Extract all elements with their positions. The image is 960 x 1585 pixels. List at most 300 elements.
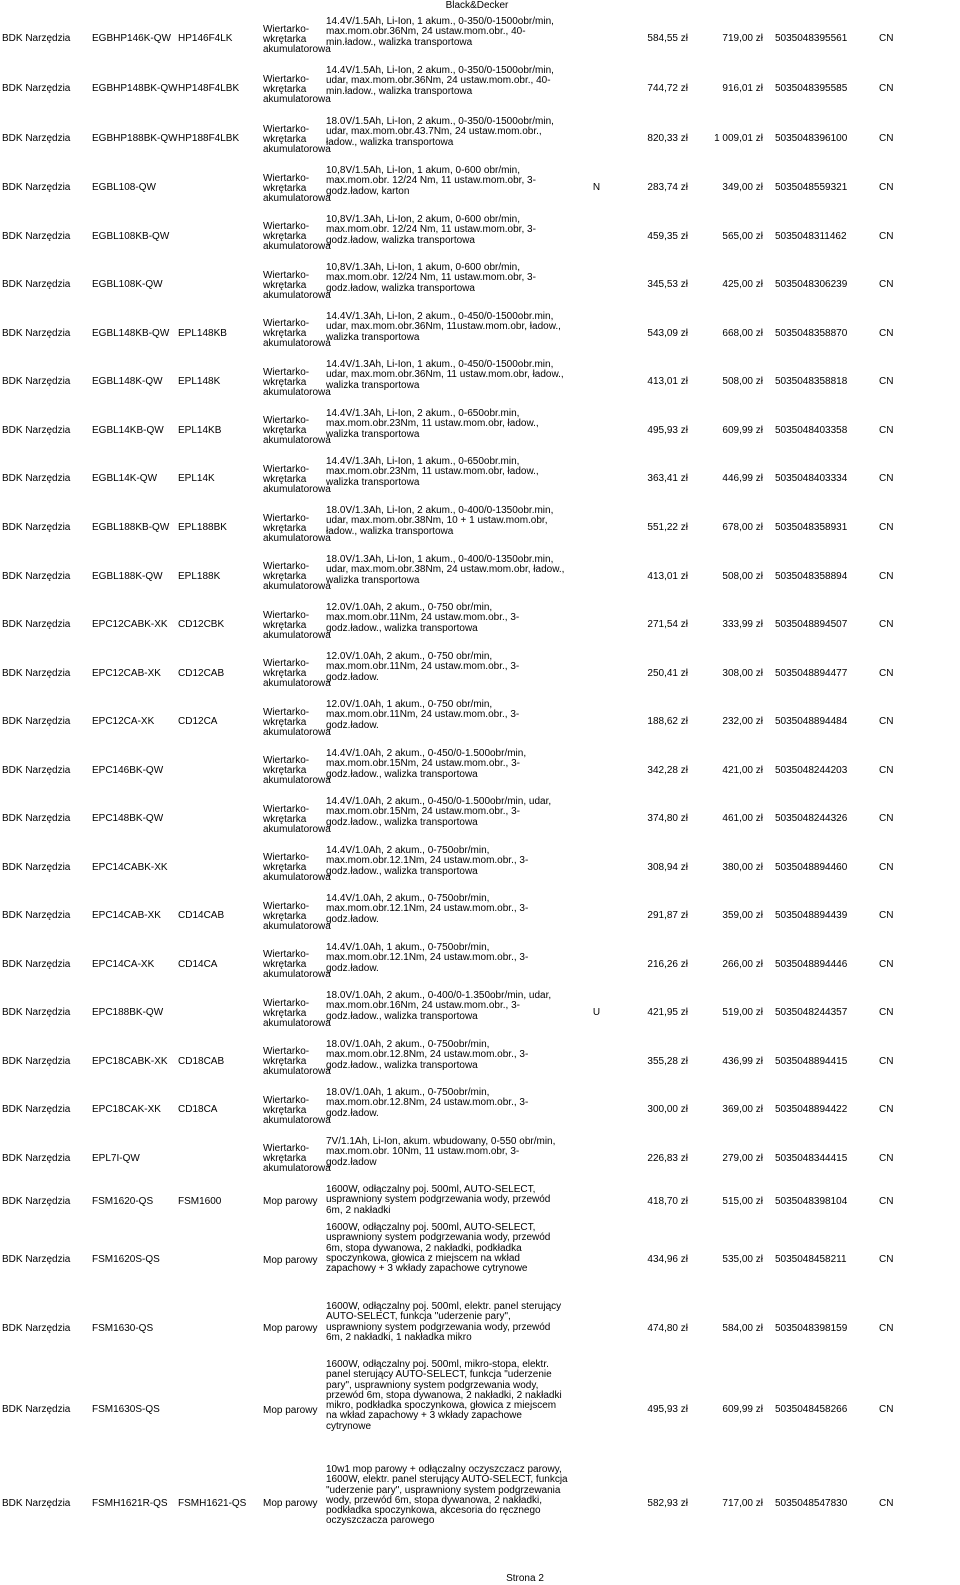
model-cell xyxy=(176,795,261,844)
status-cell xyxy=(568,455,623,504)
table-row xyxy=(0,213,956,261)
description-cell: 10,8V/1.5Ah, Li-Ion, 1 akum, 0-600 obr/min, max.mom.obr. 12/24 Nm, 11 ustaw.mom.obr, 3-godz.ładow, karton xyxy=(326,165,536,197)
model-cell: CD12CAB xyxy=(178,667,225,679)
net-price-cell: 300,00 zł xyxy=(647,1104,688,1116)
model-cell xyxy=(176,1221,261,1300)
product-code-cell: EPC146BK-QW xyxy=(92,764,164,776)
brand-cell: BDK Narzędzia xyxy=(2,570,71,582)
table-row xyxy=(0,650,956,698)
model-cell: HP188F4LBK xyxy=(178,133,240,145)
table-row xyxy=(0,64,956,115)
brand-cell: BDK Narzędzia xyxy=(2,813,71,825)
page-number: Strona 2 xyxy=(506,1573,544,1584)
gross-price-cell: 535,00 zł xyxy=(722,1254,763,1266)
table-row xyxy=(0,844,956,892)
status-cell xyxy=(568,1358,623,1463)
product-code-cell: EGBL108KB-QW xyxy=(92,230,170,242)
description-cell: 1600W, odłączalny poj. 500ml, AUTO-SELECT, usprawniony system podgrzewania wody, przewód 6m, stopa dywanowa, 2 nakładki, podkładka spoczynkowa, głowica z miejscem na wkład zapachowy + 3 wkłady zapachowe cytrynowe xyxy=(326,1222,551,1275)
brand-cell: BDK Narzędzia xyxy=(2,910,71,922)
ean-code-cell: 5035048894477 xyxy=(775,667,848,679)
description-cell: 18.0V/1.3Ah, Li-Ion, 2 akum., 0-400/0-1350obr.min, udar, max.mom.obr.38Nm, 10 + 1 ustaw.mom.obr, ładow., walizka transportowa xyxy=(326,505,554,537)
ean-code-cell: 5035048458266 xyxy=(775,1404,848,1416)
origin-cell: CN xyxy=(879,279,894,291)
gross-price-cell: 668,00 zł xyxy=(722,327,763,339)
net-price-cell: 250,41 zł xyxy=(647,667,688,679)
origin-cell: CN xyxy=(879,522,894,534)
status-cell xyxy=(568,504,623,553)
net-price-cell: 291,87 zł xyxy=(647,910,688,922)
net-price-cell: 308,94 zł xyxy=(647,861,688,873)
origin-cell: CN xyxy=(879,230,894,242)
net-price-cell: 355,28 zł xyxy=(647,1055,688,1067)
ean-code-cell: 5035048311462 xyxy=(775,230,847,242)
ean-code-cell: 5035048403358 xyxy=(775,424,848,436)
model-cell xyxy=(176,1135,261,1183)
ean-code-cell: 5035048894422 xyxy=(775,1104,848,1116)
brand-cell: BDK Narzędzia xyxy=(2,133,71,145)
gross-price-cell: 349,00 zł xyxy=(722,182,763,194)
brand-cell: BDK Narzędzia xyxy=(2,1497,71,1509)
net-price-cell: 495,93 zł xyxy=(647,1404,688,1416)
brand-cell: BDK Narzędzia xyxy=(2,1055,71,1067)
status-cell xyxy=(568,213,623,261)
origin-cell: CN xyxy=(879,910,894,922)
origin-cell: CN xyxy=(879,133,894,145)
gross-price-cell: 232,00 zł xyxy=(722,716,763,728)
net-price-cell: 216,26 zł xyxy=(647,958,688,970)
status-cell xyxy=(568,1221,623,1300)
status-cell xyxy=(568,698,623,747)
gross-price-cell: 333,99 zł xyxy=(722,619,763,631)
status-cell xyxy=(568,892,623,941)
origin-cell: CN xyxy=(879,327,894,339)
ean-code-cell: 5035048894446 xyxy=(775,958,848,970)
gross-price-cell: 609,99 zł xyxy=(722,1404,763,1416)
net-price-cell: 374,80 zł xyxy=(647,813,688,825)
status-cell xyxy=(568,553,623,601)
ean-code-cell: 5035048894415 xyxy=(775,1055,848,1067)
table-row xyxy=(0,989,956,1038)
brand-cell: BDK Narzędzia xyxy=(2,861,71,873)
gross-price-cell: 1 009,01 zł xyxy=(714,133,763,145)
model-cell xyxy=(176,1358,261,1463)
net-price-cell: 363,41 zł xyxy=(647,473,688,485)
net-price-cell: 271,54 zł xyxy=(647,619,688,631)
description-cell: 14.4V/1.0Ah, 2 akum., 0-750obr/min, max.mom.obr.12.1Nm, 24 ustaw.mom.obr., 3-godz.ładow., walizka transportowa xyxy=(326,845,529,877)
brand-cell: BDK Narzędzia xyxy=(2,1404,71,1416)
gross-price-cell: 508,00 zł xyxy=(722,570,763,582)
ean-code-cell: 5035048547830 xyxy=(775,1497,848,1509)
product-code-cell: EGBL108-QW xyxy=(92,182,156,194)
product-type-cell: Wiertarko-wkrętarka akumulatorowa xyxy=(263,1094,331,1126)
ean-code-cell: 5035048306239 xyxy=(775,279,848,291)
net-price-cell: 345,53 zł xyxy=(647,279,688,291)
net-price-cell: 543,09 zł xyxy=(647,327,688,339)
model-cell: HP148F4LBK xyxy=(178,83,240,95)
gross-price-cell: 519,00 zł xyxy=(722,1007,763,1019)
gross-price-cell: 380,00 zł xyxy=(722,861,763,873)
description-cell: 18.0V/1.0Ah, 2 akum., 0-750obr/min, max.mom.obr.12.8Nm, 24 ustaw.mom.obr., 3-godz.ładow., walizka transportowa xyxy=(326,1039,529,1071)
product-code-cell: FSM1620-QS xyxy=(92,1195,154,1207)
model-cell: CD18CAB xyxy=(178,1055,225,1067)
product-code-cell: EPC18CAK-XK xyxy=(92,1104,161,1116)
description-cell: 12.0V/1.0Ah, 1 akum., 0-750 obr/min, max.mom.obr.11Nm, 24 ustaw.mom.obr., 3-godz.ładow. xyxy=(326,699,520,731)
model-cell: CD12CA xyxy=(178,716,218,728)
origin-cell: CN xyxy=(879,1322,894,1334)
description-cell: 14.4V/1.3Ah, Li-Ion, 1 akum., 0-450/0-1500obr.min, udar, max.mom.obr.36Nm, 11 ustaw.mom.obr, ładow., walizka transportowa xyxy=(326,359,564,391)
table-row xyxy=(0,164,956,213)
description-cell: 14.4V/1.0Ah, 2 akum., 0-450/0-1.500obr/min, udar, max.mom.obr.15Nm, 24 ustaw.mom.obr., 3-godz.ładow., walizka transportowa xyxy=(326,796,552,828)
model-cell: EPL188K xyxy=(178,570,221,582)
origin-cell: CN xyxy=(879,1007,894,1019)
product-type-cell: Mop parowy xyxy=(263,1498,318,1509)
origin-cell: CN xyxy=(879,1254,894,1266)
product-type-cell: Wiertarko-wkrętarka akumulatorowa xyxy=(263,1143,331,1174)
product-type-cell: Wiertarko-wkrętarka akumulatorowa xyxy=(263,172,331,204)
ean-code-cell: 5035048358870 xyxy=(775,327,848,339)
gross-price-cell: 279,00 zł xyxy=(722,1152,763,1164)
status-cell xyxy=(568,601,623,650)
table-row xyxy=(0,310,956,358)
status-cell xyxy=(568,1183,623,1221)
origin-cell: CN xyxy=(879,667,894,679)
ean-code-cell: 5035048894439 xyxy=(775,910,848,922)
status-cell xyxy=(568,358,623,407)
description-cell: 18.0V/1.5Ah, Li-Ion, 2 akum., 0-350/0-1500obr/min, udar, max.mom.obr.43.7Nm, 24 ustaw.mom.obr., ładow., walizka transportowa xyxy=(326,116,554,148)
model-cell: EPL188BK xyxy=(178,522,227,534)
status-cell xyxy=(568,1300,623,1358)
table-row xyxy=(0,407,956,455)
product-type-cell: Wiertarko-wkrętarka akumulatorowa xyxy=(263,852,331,883)
product-type-cell: Mop parowy xyxy=(263,1196,318,1207)
brand-cell: BDK Narzędzia xyxy=(2,182,71,194)
product-code-cell: EGBL14K-QW xyxy=(92,473,158,485)
net-price-cell: 495,93 zł xyxy=(647,424,688,436)
product-type-cell: Mop parowy xyxy=(263,1404,318,1416)
status-cell xyxy=(568,15,623,64)
brand-cell: BDK Narzędzia xyxy=(2,33,71,45)
brand-cell: BDK Narzędzia xyxy=(2,424,71,436)
brand-cell: BDK Narzędzia xyxy=(2,1254,71,1266)
product-code-cell: EPC12CA-XK xyxy=(92,716,155,728)
model-cell xyxy=(176,213,261,261)
brand-cell: BDK Narzędzia xyxy=(2,1007,71,1019)
model-cell: CD18CA xyxy=(178,1104,218,1116)
ean-code-cell: 5035048398104 xyxy=(775,1195,848,1207)
origin-cell: CN xyxy=(879,376,894,388)
product-type-cell: Mop parowy xyxy=(263,1254,318,1266)
table-row xyxy=(0,358,956,407)
ean-code-cell: 5035048244203 xyxy=(775,764,848,776)
product-code-cell: EPC148BK-QW xyxy=(92,813,164,825)
brand-cell: BDK Narzędzia xyxy=(2,1104,71,1116)
origin-cell: CN xyxy=(879,1104,894,1116)
product-type-cell: Wiertarko-wkrętarka akumulatorowa xyxy=(263,318,331,349)
gross-price-cell: 308,00 zł xyxy=(722,667,763,679)
brand-cell: BDK Narzędzia xyxy=(2,473,71,485)
product-code-cell: FSM1630-QS xyxy=(92,1322,154,1334)
gross-price-cell: 916,01 zł xyxy=(722,83,763,95)
ean-code-cell: 5035048358818 xyxy=(775,376,848,388)
table-row xyxy=(0,698,956,747)
table-row xyxy=(0,1038,956,1086)
product-type-cell: Wiertarko-wkrętarka akumulatorowa xyxy=(263,269,331,301)
product-code-cell: FSM1630S-QS xyxy=(92,1404,160,1416)
origin-cell: CN xyxy=(879,424,894,436)
brand-cell: BDK Narzędzia xyxy=(2,327,71,339)
product-type-cell: Wiertarko-wkrętarka akumulatorowa xyxy=(263,512,331,544)
ean-code-cell: 5035048244326 xyxy=(775,813,848,825)
table-row xyxy=(0,1463,956,1545)
product-type-cell: Wiertarko-wkrętarka akumulatorowa xyxy=(263,997,331,1029)
gross-price-cell: 446,99 zł xyxy=(722,473,763,485)
description-cell: 10,8V/1.3Ah, Li-Ion, 2 akum, 0-600 obr/min, max.mom.obr. 12/24 Nm, 11 ustaw.mom.obr, 3-godz.ładow, walizka transportowa xyxy=(326,214,536,246)
net-price-cell: 551,22 zł xyxy=(647,522,688,534)
status-cell xyxy=(568,261,623,310)
origin-cell: CN xyxy=(879,33,894,45)
gross-price-cell: 584,00 zł xyxy=(722,1322,763,1334)
brand-cell: BDK Narzędzia xyxy=(2,83,71,95)
ean-code-cell: 5035048395561 xyxy=(775,33,848,45)
ean-code-cell: 5035048344415 xyxy=(775,1152,848,1164)
product-code-cell: EPC188BK-QW xyxy=(92,1007,164,1019)
description-cell: 10w1 mop parowy + odłączalny oczyszczacz parowy, 1600W, elektr. panel sterujący AUTO-SELECT, funkcja "uderzenie pary", usprawniony system podgrzewania wody, przewód 6m, stopa dywanowa, 2 nakładki, podkładka spoczynkowa, akcesoria do ręcznego oczyszczacza parowego xyxy=(326,1464,568,1527)
gross-price-cell: 425,00 zł xyxy=(722,279,763,291)
brand-cell: BDK Narzędzia xyxy=(2,958,71,970)
table-row xyxy=(0,892,956,941)
net-price-cell: 188,62 zł xyxy=(647,716,688,728)
table-row xyxy=(0,1086,956,1135)
table-row xyxy=(0,601,956,650)
product-code-cell: EPC14CAB-XK xyxy=(92,910,161,922)
ean-code-cell: 5035048559321 xyxy=(775,182,848,194)
brand-cell: BDK Narzędzia xyxy=(2,1195,71,1207)
product-code-cell: EPC18CABK-XK xyxy=(92,1055,168,1067)
product-code-cell: EGBHP148BK-QW xyxy=(92,83,178,95)
description-cell: 10,8V/1.3Ah, Li-Ion, 1 akum, 0-600 obr/min, max.mom.obr. 12/24 Nm, 11 ustaw.mom.obr, 3-godz.ładow, walizka transportowa xyxy=(326,262,536,294)
net-price-cell: 474,80 zł xyxy=(647,1322,688,1334)
net-price-cell: 418,70 zł xyxy=(647,1195,688,1207)
net-price-cell: 582,93 zł xyxy=(647,1497,688,1509)
product-code-cell: EPC12CAB-XK xyxy=(92,667,161,679)
net-price-cell: 434,96 zł xyxy=(647,1254,688,1266)
status-cell xyxy=(568,64,623,115)
model-cell: FSMH1621-QS xyxy=(178,1497,247,1509)
status-cell xyxy=(568,1038,623,1086)
gross-price-cell: 717,00 zł xyxy=(722,1497,763,1509)
table-row xyxy=(0,15,956,64)
table-row xyxy=(0,553,956,601)
status-cell xyxy=(568,795,623,844)
ean-code-cell: 5035048395585 xyxy=(775,83,848,95)
ean-code-cell: 5035048358894 xyxy=(775,570,848,582)
origin-cell: CN xyxy=(879,958,894,970)
gross-price-cell: 609,99 zł xyxy=(722,424,763,436)
status-cell xyxy=(568,650,623,698)
net-price-cell: 584,55 zł xyxy=(647,33,688,45)
product-type-cell: Wiertarko-wkrętarka akumulatorowa xyxy=(263,803,331,835)
brand-cell: BDK Narzędzia xyxy=(2,522,71,534)
origin-cell: CN xyxy=(879,813,894,825)
origin-cell: CN xyxy=(879,473,894,485)
table-row xyxy=(0,747,956,795)
product-code-cell: FSM1620S-QS xyxy=(92,1254,160,1266)
net-price-cell: 820,33 zł xyxy=(647,133,688,145)
product-type-cell: Wiertarko-wkrętarka akumulatorowa xyxy=(263,658,331,689)
gross-price-cell: 369,00 zł xyxy=(722,1104,763,1116)
brand-cell: BDK Narzędzia xyxy=(2,716,71,728)
description-cell: 14.4V/1.5Ah, Li-Ion, 2 akum., 0-350/0-1500obr/min, udar, max.mom.obr.36Nm, 24 ustaw.mom.obr., 40-min.ładow., walizka transportowa xyxy=(326,65,554,97)
description-cell: 14.4V/1.0Ah, 2 akum., 0-750obr/min, max.mom.obr.12.1Nm, 24 ustaw.mom.obr., 3-godz.ładow. xyxy=(326,893,529,925)
price-list-table xyxy=(0,15,956,1545)
gross-price-cell: 421,00 zł xyxy=(722,764,763,776)
gross-price-cell: 565,00 zł xyxy=(722,230,763,242)
description-cell: 18.0V/1.3Ah, Li-Ion, 1 akum., 0-400/0-1350obr.min, udar, max.mom.obr.38Nm, 24 ustaw.mom.obr, ładow., walizka transportowa xyxy=(326,554,565,586)
description-cell: 1600W, odłączalny poj. 500ml, elektr. panel sterujący AUTO-SELECT, funkcja "uderzenie pary", usprawniony system podgrzewania wody, przewód 6m, 2 nakładki, 1 nakładka mikro xyxy=(326,1301,562,1343)
gross-price-cell: 461,00 zł xyxy=(722,813,763,825)
net-price-cell: 459,35 zł xyxy=(647,230,688,242)
origin-cell: CN xyxy=(879,1152,894,1164)
product-code-cell: FSMH1621R-QS xyxy=(92,1497,168,1509)
model-cell: HP146F4LK xyxy=(178,33,233,45)
table-row xyxy=(0,1183,956,1221)
brand-cell: BDK Narzędzia xyxy=(2,1322,71,1334)
origin-cell: CN xyxy=(879,716,894,728)
net-price-cell: 744,72 zł xyxy=(647,83,688,95)
net-price-cell: 226,83 zł xyxy=(647,1152,688,1164)
model-cell xyxy=(176,1300,261,1358)
gross-price-cell: 359,00 zł xyxy=(722,910,763,922)
origin-cell: CN xyxy=(879,570,894,582)
ean-code-cell: 5035048396100 xyxy=(775,133,848,145)
product-code-cell: EGBL188KB-QW xyxy=(92,522,170,534)
product-type-cell: Wiertarko-wkrętarka akumulatorowa xyxy=(263,123,331,155)
status-cell xyxy=(568,115,623,164)
product-code-cell: EGBL108K-QW xyxy=(92,279,163,291)
ean-code-cell: 5035048894507 xyxy=(775,619,848,631)
status-cell: U xyxy=(592,1007,601,1019)
status-cell xyxy=(568,310,623,358)
product-code-cell: EPC14CABK-XK xyxy=(92,861,168,873)
ean-code-cell: 5035048458211 xyxy=(775,1254,847,1266)
product-code-cell: EGBHP146K-QW xyxy=(92,33,171,45)
model-cell: EPL14KB xyxy=(178,424,222,436)
model-cell xyxy=(176,844,261,892)
ean-code-cell: 5035048894460 xyxy=(775,861,848,873)
origin-cell: CN xyxy=(879,1404,894,1416)
origin-cell: CN xyxy=(879,861,894,873)
origin-cell: CN xyxy=(879,619,894,631)
description-cell: 14.4V/1.3Ah, Li-Ion, 2 akum., 0-650obr.min, max.mom.obr.23Nm, 11 ustaw.mom.obr, ładow., walizka transportowa xyxy=(326,408,539,440)
model-cell: CD12CBK xyxy=(178,619,225,631)
model-cell xyxy=(176,261,261,310)
table-row xyxy=(0,941,956,989)
description-cell: 18.0V/1.0Ah, 2 akum., 0-400/0-1.350obr/min, udar, max.mom.obr.16Nm, 24 ustaw.mom.obr., 3-godz.ładow., walizka transportowa xyxy=(326,990,552,1022)
origin-cell: CN xyxy=(879,1195,894,1207)
gross-price-cell: 266,00 zł xyxy=(722,958,763,970)
gross-price-cell: 508,00 zł xyxy=(722,376,763,388)
description-cell: 1600W, odłączalny poj. 500ml, mikro-stopa, elektr. panel sterujący AUTO-SELECT, funkcja "uderzenie pary", usprawniony system podgrzewania wody, przewód 6m, stopa dywanowa, 2 nakładki, 2 nakładki mikro, podkładka spoczynkowa, głowica z miejscem na wkład zapachowy + 3 wkłady zapachowe cytrynowe xyxy=(326,1359,562,1432)
model-cell xyxy=(176,164,261,213)
product-type-cell: Wiertarko-wkrętarka akumulatorowa xyxy=(263,949,331,980)
status-cell xyxy=(568,1463,623,1545)
ean-code-cell: 5035048894484 xyxy=(775,716,848,728)
product-code-cell: EPL7I-QW xyxy=(92,1152,140,1164)
status-cell: N xyxy=(592,182,601,194)
model-cell xyxy=(176,989,261,1038)
description-cell: 1600W, odłączalny poj. 500ml, AUTO-SELECT, usprawniony system podgrzewania wody, przewód 6m, 2 nakładki xyxy=(326,1184,551,1216)
product-type-cell: Wiertarko-wkrętarka akumulatorowa xyxy=(263,463,331,495)
model-cell: CD14CA xyxy=(178,958,218,970)
gross-price-cell: 719,00 zł xyxy=(722,33,763,45)
net-price-cell: 413,01 zł xyxy=(647,570,688,582)
description-cell: 14.4V/1.5Ah, Li-Ion, 1 akum., 0-350/0-1500obr/min, max.mom.obr.36Nm, 24 ustaw.mom.obr., 40-min.ładow., walizka transportowa xyxy=(326,16,554,48)
product-code-cell: EGBL188K-QW xyxy=(92,570,163,582)
product-type-cell: Wiertarko-wkrętarka akumulatorowa xyxy=(263,73,331,105)
gross-price-cell: 678,00 zł xyxy=(722,522,763,534)
description-cell: 14.4V/1.0Ah, 1 akum., 0-750obr/min, max.mom.obr.12.1Nm, 24 ustaw.mom.obr., 3-godz.ładow. xyxy=(326,942,529,974)
table-row xyxy=(0,504,956,553)
product-code-cell: EPC14CA-XK xyxy=(92,958,155,970)
table-row xyxy=(0,1358,956,1463)
table-row xyxy=(0,795,956,844)
product-type-cell: Wiertarko-wkrętarka akumulatorowa xyxy=(263,706,331,738)
product-type-cell: Wiertarko-wkrętarka akumulatorowa xyxy=(263,23,331,55)
product-code-cell: EGBHP188BK-QW xyxy=(92,133,178,145)
model-cell xyxy=(176,747,261,795)
product-type-cell: Mop parowy xyxy=(263,1323,318,1334)
status-cell xyxy=(568,1086,623,1135)
model-cell: CD14CAB xyxy=(178,910,225,922)
description-cell: 7V/1.1Ah, Li-Ion, akum. wbudowany, 0-550 obr/min, max.mom.obr. 10Nm, 11 ustaw.mom.obr, 3-godz.ładow xyxy=(326,1136,556,1168)
product-type-cell: Wiertarko-wkrętarka akumulatorowa xyxy=(263,609,331,641)
net-price-cell: 283,74 zł xyxy=(647,182,688,194)
description-cell: 14.4V/1.3Ah, Li-Ion, 2 akum., 0-450/0-1500obr.min, udar, max.mom.obr.36Nm, 11ustaw.mom.obr, ładow., walizka transportowa xyxy=(326,311,561,343)
product-type-cell: Wiertarko-wkrętarka akumulatorowa xyxy=(263,366,331,398)
description-cell: 14.4V/1.3Ah, Li-Ion, 1 akum., 0-650obr.min, max.mom.obr.23Nm, 11 ustaw.mom.obr, ładow., walizka transportowa xyxy=(326,456,539,488)
product-type-cell: Wiertarko-wkrętarka akumulatorowa xyxy=(263,755,331,786)
table-row xyxy=(0,115,956,164)
brand-cell: BDK Narzędzia xyxy=(2,376,71,388)
table-row xyxy=(0,1221,956,1300)
product-type-cell: Wiertarko-wkrętarka akumulatorowa xyxy=(263,415,331,446)
table-row xyxy=(0,1300,956,1358)
brand-cell: BDK Narzędzia xyxy=(2,619,71,631)
product-type-cell: Wiertarko-wkrętarka akumulatorowa xyxy=(263,221,331,252)
model-cell: EPL148KB xyxy=(178,327,227,339)
origin-cell: CN xyxy=(879,83,894,95)
net-price-cell: 342,28 zł xyxy=(647,764,688,776)
origin-cell: CN xyxy=(879,1497,894,1509)
table-row xyxy=(0,1135,956,1183)
gross-price-cell: 436,99 zł xyxy=(722,1055,763,1067)
net-price-cell: 413,01 zł xyxy=(647,376,688,388)
description-cell: 12.0V/1.0Ah, 2 akum., 0-750 obr/min, max.mom.obr.11Nm, 24 ustaw.mom.obr., 3-godz.ładow., walizka transportowa xyxy=(326,602,520,634)
product-code-cell: EGBL148KB-QW xyxy=(92,327,170,339)
status-cell xyxy=(568,941,623,989)
description-cell: 14.4V/1.0Ah, 2 akum., 0-450/0-1.500obr/min, max.mom.obr.15Nm, 24 ustaw.mom.obr., 3-godz.ładow., walizka transportowa xyxy=(326,748,527,780)
ean-code-cell: 5035048403334 xyxy=(775,473,848,485)
product-type-cell: Wiertarko-wkrętarka akumulatorowa xyxy=(263,1046,331,1077)
brand-cell: BDK Narzędzia xyxy=(2,1152,71,1164)
brand-cell: BDK Narzędzia xyxy=(2,667,71,679)
product-code-cell: EGBL14KB-QW xyxy=(92,424,164,436)
ean-code-cell: 5035048358931 xyxy=(775,522,848,534)
status-cell xyxy=(568,407,623,455)
product-code-cell: EPC12CABK-XK xyxy=(92,619,168,631)
table-row xyxy=(0,261,956,310)
ean-code-cell: 5035048398159 xyxy=(775,1322,848,1334)
